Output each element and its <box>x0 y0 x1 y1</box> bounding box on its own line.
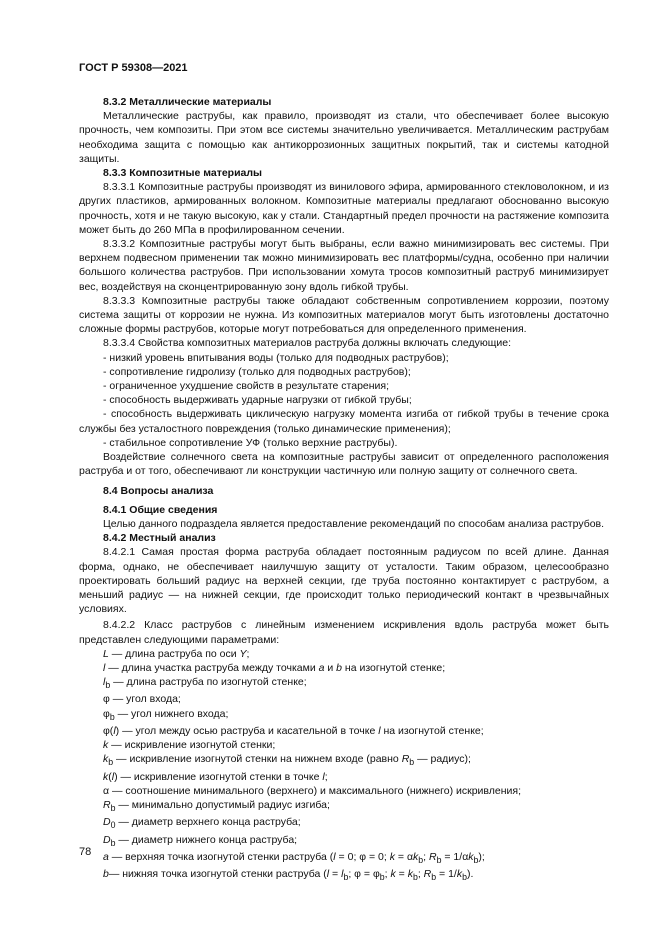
section-heading-8-4-1: 8.4.1 Общие сведения <box>103 503 218 516</box>
param-phil: φ(l) — угол между осью раструба и касательной в точке l на изогнутой стенке; <box>103 724 484 737</box>
paragraph-8-3-3-3: 8.3.3.3 Композитные раструбы также обладают собственным сопротивлением коррозии, поэтому система защиты от коррозии не нужна. Из композитных материалов могут быть изготовлены достаточно сложные формы раструбов, которые могут потребоваться для определенного применения. <box>79 294 609 336</box>
section-heading-8-3-2: 8.3.2 Металлические материалы <box>103 96 272 108</box>
document-code: ГОСТ Р 59308—2021 <box>79 62 188 74</box>
param-Db: $D_b$ — диаметр нижнего конца раструба; <box>103 833 298 848</box>
section-heading-8-3-3: 8.3.3 Композитные материалы <box>103 167 263 180</box>
list-item: - способность выдерживать ударные нагрузки от гибкой трубы; <box>103 394 412 407</box>
param-alpha: α — соотношение минимального (верхнего) и максимального (нижнего) искривления; <box>103 784 521 797</box>
paragraph: Воздействие солнечного света на композитные раструбы зависит от определенного расположения раструба и от того, обеспечивают ли конструкции частичную или полную защиту от солнечного света. <box>79 451 609 478</box>
param-kl: k(l) — искривление изогнутой стенки в точке l; <box>103 770 328 783</box>
paragraph-8-4-2-2: 8.4.2.2 Класс раструбов с линейным изменением искривления вдоль раструба может быть представлен следующими параметрами: <box>79 619 609 646</box>
page-number: 78 <box>79 846 92 858</box>
paragraph-8-3-3-2: 8.3.3.2 Композитные раструбы могут быть выбраны, если важно минимизировать вес системы. При верхнем подвесном применении так можно минимизировать вес платформы/судна, особенно при наличии большого количества раструбов. При использовании хомута тросов композитный раструб минимизирует вес, воздействуя на сконцентрированную зону вдоль гибкой трубы. <box>79 238 609 293</box>
param-b: b— нижняя точка изогнутой стенки раструба ($l = l_b$; $\varphi = \varphi_b$; $k = k_b$; $R_b = 1/k_b$). <box>103 868 474 883</box>
list-item: - сопротивление гидролизу (только для подводных раструбов); <box>103 365 411 378</box>
paragraph-8-3-3-4: 8.3.3.4 Свойства композитных материалов раструба должны включать следующие: <box>103 337 512 350</box>
page-content <box>79 95 609 885</box>
list-item: - ограниченное ухудшение свойств в результате старения; <box>103 380 390 393</box>
param-L: L — длина раструба по оси Y; <box>103 647 250 660</box>
param-k: k — искривление изогнутой стенки; <box>103 739 276 752</box>
param-phi: φ — угол входа; <box>103 693 181 706</box>
section-heading-8-4: 8.4 Вопросы анализа <box>103 485 214 498</box>
list-item: - способность выдерживать циклическую нагрузку момента изгиба от гибкой трубы в течение срока службы без усталостного повреждения (только динамические применения); <box>79 408 609 435</box>
paragraph: Металлические раструбы, как правило, производят из стали, что обеспечивает более высокую прочность, чем композиты. При этом все системы значительно увеличивается. Металлическим раструбам необходима защита с помощью как антикоррозионных защитных покрытий, так и системы катодной защиты. <box>79 110 609 165</box>
section-heading-8-4-2: 8.4.2 Местный анализ <box>103 532 216 545</box>
param-a: a — верхняя точка изогнутой стенки раструба (l = 0; φ = 0; $k = \alpha k_b$; $R_b = 1/\alpha k_b$); <box>103 850 485 866</box>
param-kb: $k_b$ — искривление изогнутой стенки на нижнем входе (равно $R_b$ — радиус); <box>103 753 471 768</box>
param-phib: $\varphi_b$ — угол нижнего входа; <box>103 707 229 722</box>
list-item: - низкий уровень впитывания воды (только для подводных раструбов); <box>103 351 449 364</box>
param-lb: $l_b$ — длина раструба по изогнутой стенке; <box>103 676 307 691</box>
paragraph-8-4-2-1: 8.4.2.1 Самая простая форма раструба обладает постоянным радиусом по всей длине. Данная форма, однако, не обеспечивает наилучшую защиту от усталости. Таким образом, целесообразно проектировать больший радиус на верхней секции, где труба постоянно контактирует с раструбом, а меньший радиус — на нижней секции, где происходит только периодический контакт в чрезвычайных условиях. <box>79 546 609 616</box>
paragraph-8-4-1: Целью данного подраздела является предоставление рекомендаций по способам анализа раструбов. <box>103 517 605 530</box>
paragraph-8-3-3-1: 8.3.3.1 Композитные раструбы производят из винилового эфира, армированного стекловолокном, и из других пластиков, армированных волокном. Композитные материалы предлагают обоснованно высокую прочность, хотя и не такую высокую, как у стали. Стандартный предел прочности на растяжение композита может быть до 260 МПа в профилированном сечении. <box>79 181 609 236</box>
param-Rb: $R_b$ — минимально допустимый радиус изгиба; <box>103 799 330 814</box>
list-item: - стабильное сопротивление УФ (только верхние раструбы). <box>103 436 398 449</box>
param-D0: $D_0$ — диаметр верхнего конца раструба; <box>103 816 301 831</box>
param-l: l — длина участка раструба между точками a и b на изогнутой стенке; <box>103 661 446 674</box>
